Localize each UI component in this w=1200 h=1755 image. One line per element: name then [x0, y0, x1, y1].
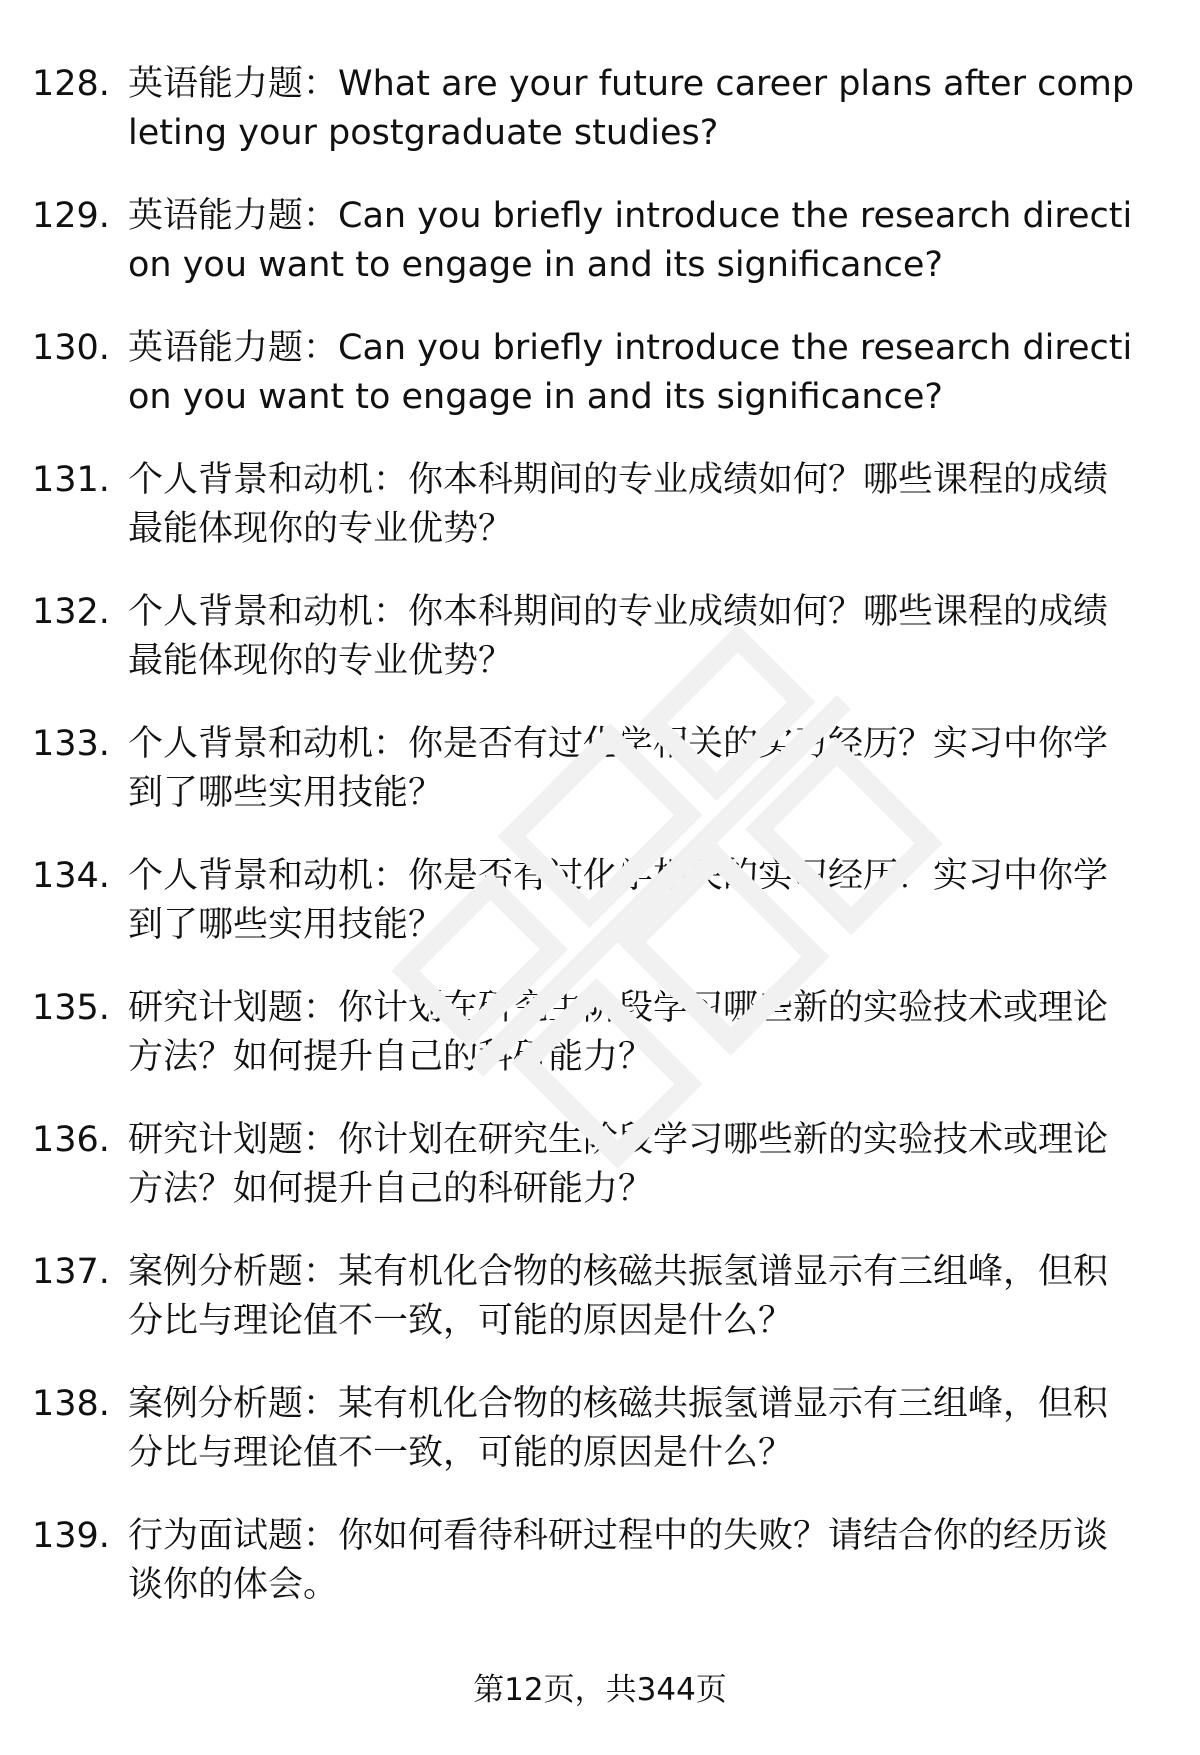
question-number: 128.: [32, 64, 110, 104]
page-footer: 第12页，共344页: [473, 1672, 727, 1708]
question-text: 个人背景和动机：你是否有过化学相关的实习经历？实习中你学到了哪些实用技能？: [128, 856, 1109, 945]
question-item: [0, 1108, 1200, 1240]
question-text: 英语能力题：Can you briefly introduce the research direction you want to engage in and its significance?: [128, 328, 1133, 417]
question-text: 个人背景和动机：你本科期间的专业成绩如何？哪些课程的成绩最能体现你的专业优势？: [128, 592, 1109, 681]
question-number: 135.: [32, 988, 110, 1028]
question-item: [0, 1372, 1200, 1504]
question-number: 137.: [32, 1252, 110, 1292]
question-item: [0, 316, 1200, 448]
question-number: 134.: [32, 856, 110, 896]
question-text: 个人背景和动机：你本科期间的专业成绩如何？哪些课程的成绩最能体现你的专业优势？: [128, 460, 1109, 549]
question-number: 136.: [32, 1120, 110, 1160]
question-list: [0, 52, 1200, 1636]
question-text: 案例分析题：某有机化合物的核磁共振氢谱显示有三组峰，但积分比与理论值不一致，可能的原因是什么？: [128, 1252, 1109, 1341]
question-number: 133.: [32, 724, 110, 764]
question-item: [0, 184, 1200, 316]
question-number: 129.: [32, 196, 110, 236]
question-item: [0, 1504, 1200, 1636]
question-text: 英语能力题：Can you briefly introduce the research direction you want to engage in and its significance?: [128, 196, 1133, 285]
question-item: [0, 712, 1200, 844]
question-item: [0, 976, 1200, 1108]
question-text: 案例分析题：某有机化合物的核磁共振氢谱显示有三组峰，但积分比与理论值不一致，可能的原因是什么？: [128, 1384, 1109, 1473]
question-item: [0, 844, 1200, 976]
question-number: 139.: [32, 1516, 110, 1556]
question-item: [0, 448, 1200, 580]
question-text: 行为面试题：你如何看待科研过程中的失败？请结合你的经历谈谈你的体会。: [128, 1516, 1109, 1605]
question-number: 138.: [32, 1384, 110, 1424]
question-number: 131.: [32, 460, 110, 500]
question-item: [0, 52, 1200, 184]
question-item: [0, 1240, 1200, 1372]
question-text: 研究计划题：你计划在研究生阶段学习哪些新的实验技术或理论方法？如何提升自己的科研能力？: [128, 988, 1109, 1077]
question-text: 研究计划题：你计划在研究生阶段学习哪些新的实验技术或理论方法？如何提升自己的科研能力？: [128, 1120, 1109, 1209]
question-number: 130.: [32, 328, 110, 368]
question-text: 个人背景和动机：你是否有过化学相关的实习经历？实习中你学到了哪些实用技能？: [128, 724, 1109, 813]
question-number: 132.: [32, 592, 110, 632]
question-text: 英语能力题：What are your future career plans after completing your postgraduate studies?: [128, 64, 1135, 153]
question-item: [0, 580, 1200, 712]
